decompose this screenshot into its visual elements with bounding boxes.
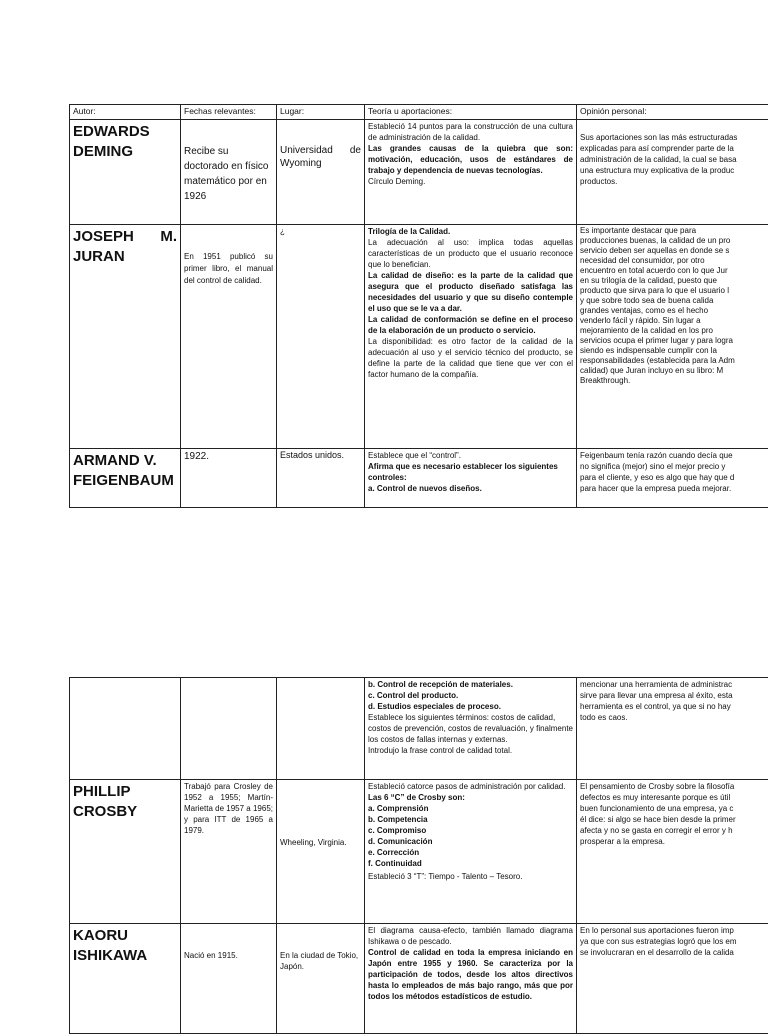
opinion-line: productos. — [580, 176, 768, 187]
theory-paragraph: La calidad de conformación se define en el proceso de la elaboración de un producto o servicio. — [368, 314, 573, 336]
opinion-line: grandes ventajas, como es el hecho — [580, 306, 768, 316]
opinion-line: ya que con sus estrategias logró que los em — [580, 936, 768, 947]
place: ¿ — [277, 225, 365, 449]
theory-paragraph: d. Estudios especiales de proceso. — [368, 701, 573, 712]
opinion-line: encuentro en total acuerdo con lo que Jur — [580, 266, 768, 276]
author-name: PHILLIP CROSBY — [70, 780, 181, 924]
theory-paragraph: Establece que el “control”. — [368, 450, 573, 461]
relevant-dates — [181, 678, 277, 780]
opinion-line: siendo es indispensable cumplir con la — [580, 346, 768, 356]
opinion-line: él dice: si algo se hace bien desde la primer — [580, 814, 768, 825]
table-row — [70, 678, 768, 780]
theory-paragraph: Trilogía de la Calidad. — [368, 226, 573, 237]
theory-paragraph: La disponibilidad: es otro factor de la calidad de la adecuación al uso y el servicio técnico del producto, se define la parte de la calidad que tiene que ver con el factor humano de la compañía. — [368, 336, 573, 380]
theory-paragraph: El diagrama causa-efecto, también llamado diagrama Ishikawa o de pescado. — [368, 925, 573, 947]
theory-paragraph: b. Control de recepción de materiales. — [368, 679, 573, 690]
opinion-cell — [577, 449, 768, 508]
opinion-line: defectos es muy interesante porque es útil — [580, 792, 768, 803]
theory-paragraph: f. Continuidad — [368, 858, 573, 869]
relevant-dates: Recibe su doctorado en físico matemático por en 1926 — [181, 120, 277, 225]
opinion-line: mejoramiento de la calidad en los pro — [580, 326, 768, 336]
opinion-line: herramienta es el control, ya que si no hay — [580, 701, 768, 712]
opinion-line: una estructura muy explicativa de la produc — [580, 165, 768, 176]
opinion-line: necesidad del consumidor, por otro — [580, 256, 768, 266]
authors-table-page-2 — [69, 677, 768, 1034]
theory-paragraph: a. Control de nuevos diseños. — [368, 483, 573, 494]
author-name: KAORU ISHIKAWA — [70, 924, 181, 1034]
theory-paragraph: Introdujo la frase control de calidad total. — [368, 745, 573, 756]
opinion-line: en su trilogía de la calidad, puesto que — [580, 276, 768, 286]
opinion-line: explicadas para así comprender parte de la — [580, 143, 768, 154]
opinion-line: para hacer que la empresa pueda mejorar. — [580, 483, 768, 494]
header-opinion: Opinión personal: — [577, 105, 768, 120]
table-header-row — [70, 105, 768, 120]
theory-paragraph: Control de calidad en toda la empresa iniciando en Japón entre 1955 y 1960. Se caracteriza por la participación de todos, desde los altos directivos hasta lo empleados de más bajo rango, más que por todos los métodos estadísticos de estudio. — [368, 947, 573, 1002]
opinion-line: administración de la calidad, la cual se basa — [580, 154, 768, 165]
opinion-line: calidad) que Juran incluyo en su libro: M — [580, 366, 768, 376]
place — [277, 678, 365, 780]
opinion-line: se involucraran en el desarrollo de la calida — [580, 947, 768, 958]
relevant-dates: Nació en 1915. — [181, 924, 277, 1034]
opinion-line: para el cliente, y eso es algo que hay que d — [580, 472, 768, 483]
theory-cell — [365, 924, 577, 1034]
author-name — [70, 678, 181, 780]
opinion-line: Feigenbaum tenía razón cuando decía que — [580, 450, 768, 461]
theory-paragraph: Círculo Deming. — [368, 176, 573, 187]
opinion-line: En lo personal sus aportaciones fueron imp — [580, 925, 768, 936]
opinion-cell — [577, 924, 768, 1034]
opinion-line: servicios ocupa el primer lugar y para logra — [580, 336, 768, 346]
theory-paragraph: c. Control del producto. — [368, 690, 573, 701]
theory-paragraph: Estableció 14 puntos para la construcción de una cultura de administración de la calidad. — [368, 121, 573, 143]
place: Universidad de Wyoming — [277, 120, 365, 225]
theory-paragraph: c. Compromiso — [368, 825, 573, 836]
theory-paragraph: Las grandes causas de la quiebra que son: motivación, educación, usos de estándares de trabajo y dependencia de nuevas tecnologías. — [368, 143, 573, 176]
opinion-line: sirve para llevar una empresa al éxito, esta — [580, 690, 768, 701]
header-place: Lugar: — [277, 105, 365, 120]
opinion-line: prosperar a la empresa. — [580, 836, 768, 847]
opinion-line: no significa (mejor) sino el mejor precio y — [580, 461, 768, 472]
opinion-cell — [577, 225, 768, 449]
table-row — [70, 120, 768, 225]
opinion-line: buen funcionamiento de una empresa, ya c — [580, 803, 768, 814]
opinion-line: producto que sirva para lo que el usuario l — [580, 286, 768, 296]
authors-table-page-1 — [69, 104, 768, 508]
theory-paragraph: e. Corrección — [368, 847, 573, 858]
opinion-line: El pensamiento de Crosby sobre la filosofía — [580, 781, 768, 792]
opinion-cell — [577, 120, 768, 225]
opinion-line: mencionar una herramienta de administrac — [580, 679, 768, 690]
header-theory: Teoría u aportaciones: — [365, 105, 577, 120]
theory-paragraph: Afirma que es necesario establecer los siguientes controles: — [368, 461, 573, 483]
opinion-cell — [577, 780, 768, 924]
theory-paragraph: Estableció 3 “T”: Tiempo - Talento – Tesoro. — [368, 871, 573, 882]
author-name-text: JOSEPH M. JURAN — [73, 227, 177, 267]
opinion-line: afecta y no se gasta en corregir el error y h — [580, 825, 768, 836]
theory-cell — [365, 225, 577, 449]
author-name: ARMAND V. FEIGENBAUM — [70, 449, 181, 508]
theory-paragraph: b. Competencia — [368, 814, 573, 825]
theory-cell — [365, 780, 577, 924]
opinion-cell — [577, 678, 768, 780]
author-name: EDWARDS DEMING — [70, 120, 181, 225]
theory-paragraph: Establece los siguientes términos: costos de calidad, costos de prevención, costos de revaluación, y finalmente los costos de fallas internas y externas. — [368, 712, 573, 745]
theory-paragraph: a. Comprensión — [368, 803, 573, 814]
table-row — [70, 449, 768, 508]
opinion-line: y que sobre todo sea de buena calida — [580, 296, 768, 306]
opinion-line: producciones buenas, la calidad de un pro — [580, 236, 768, 246]
header-author: Autor: — [70, 105, 181, 120]
theory-cell — [365, 120, 577, 225]
opinion-line: servicio deben ser aquellas en donde se s — [580, 246, 768, 256]
place: En la ciudad de Tokio, Japón. — [277, 924, 365, 1034]
relevant-dates: En 1951 publicó su primer libro, el manual del control de calidad. — [181, 225, 277, 449]
theory-paragraph: La calidad de diseño: es la parte de la calidad que asegura que el producto diseñado satisfaga las necesidades del usuario y que su diseño contemple el uso que se le va a dar. — [368, 270, 573, 314]
table-row — [70, 780, 768, 924]
header-dates: Fechas relevantes: — [181, 105, 277, 120]
relevant-dates: 1922. — [181, 449, 277, 508]
author-name — [70, 225, 181, 449]
place: Estados unidos. — [277, 449, 365, 508]
place: Wheeling, Virginia. — [277, 780, 365, 924]
table-row — [70, 225, 768, 449]
opinion-line: Es importante destacar que para — [580, 226, 768, 236]
relevant-dates: Trabajó para Crosley de 1952 a 1955; Martín-Marietta de 1957 a 1965; y para ITT de 1965 a 1979. — [181, 780, 277, 924]
opinion-line: responsabilidades (establecida para la Adm — [580, 356, 768, 366]
theory-cell — [365, 449, 577, 508]
theory-paragraph: La adecuación al uso: implica todas aquellas características de un producto que el usuario reconoce que lo benefician. — [368, 237, 573, 270]
theory-paragraph: d. Comunicación — [368, 836, 573, 847]
theory-paragraph: Las 6 “C” de Crosby son: — [368, 792, 573, 803]
opinion-line: Sus aportaciones son las más estructuradas — [580, 132, 768, 143]
opinion-line: venderlo fácil y rápido. Sin lugar a — [580, 316, 768, 326]
theory-paragraph: Estableció catorce pasos de administración por calidad. — [368, 781, 573, 792]
opinion-line: todo es caos. — [580, 712, 768, 723]
opinion-line: Breakthrough. — [580, 376, 768, 386]
theory-cell — [365, 678, 577, 780]
table-row — [70, 924, 768, 1034]
